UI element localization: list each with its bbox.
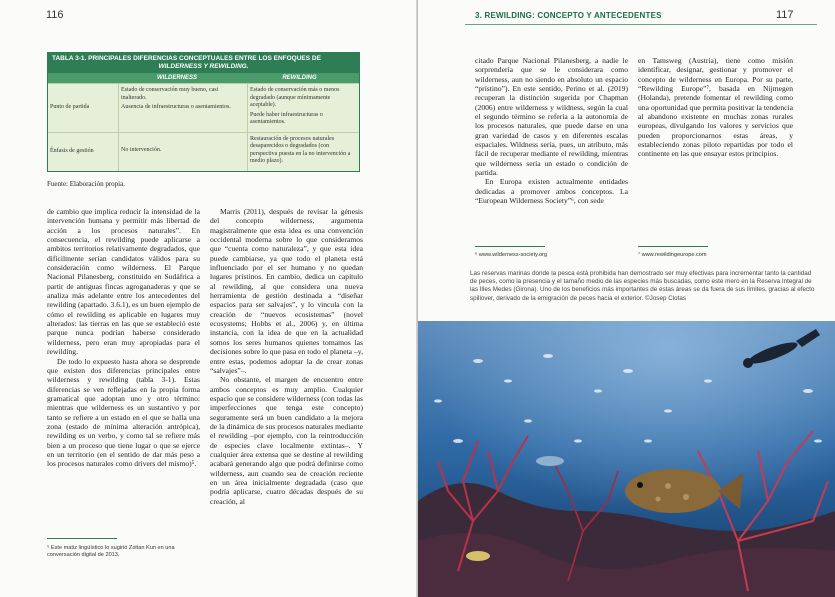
table-row — [48, 83, 359, 132]
table-row — [48, 132, 359, 171]
table-header-row — [48, 73, 359, 83]
paragraph: Marris (2011), después de revisar la génesis del concepto wilderness, argumenta magistralmente que esta idea es una convención occidental moderna sobre lo que consideramos que “cuenta como naturaleza”, y que esta idea puede cambiarse, ya que todo el planeta está influenciado por el ser humano y no quedan lugares prístinos. En cambio, dedica un capítulo al rewilding, al que considera una nueva herramienta de gestión destinada a “diseñar espacios para ser salvajes”, y lo vincula con la creación de “nuevos ecosistemas” (novel ecosystems; Hobbs et al., 2006) y, en última instancia, con la idea de que en la actualidad somos los seres humanos quienes tomamos las decisiones sobre lo que pasa en todo el planeta –y, entre estas, podemos adoptar la de crear zonas “salvajes”–. — [210, 207, 363, 375]
body-column-1 — [47, 207, 200, 469]
body-column-4 — [638, 56, 793, 159]
footnote-6: ⁶ www.wilderness-society.org — [475, 252, 548, 258]
table-cell-text: Estado de conservación muy bueno, casi inalterado. — [121, 87, 219, 101]
table-cell-text: Ausencia de infraestructuras o asentamientos. — [121, 104, 231, 110]
table-cell-wilderness — [118, 133, 247, 171]
table-cell-text: Restauración de procesos naturales desaparecidos o degradados (con perspectiva puesta en la no intervención a medio plazo). — [250, 135, 351, 164]
table-row-label: Énfasis de gestión — [50, 147, 94, 154]
table-row-label: Punto de partida — [50, 104, 90, 110]
paragraph: en Tamsweg (Austria), tiene como misión identificar, designar, gestionar y promover el concepto de wilderness en Europa. Por su parte, “Rewilding Europe”⁷, basada en Nijmegen (Holanda), pretende fomentar el rewilding como una oportunidad que permita positivar la tendencia al abandono existente en muchas zonas rurales europeas, divulgando los valores y servicios que pueden proporcionarnos estas áreas, y estableciendo zonas piloto repartidas por todo el continente en las que ensayar estos principios. — [638, 56, 793, 159]
table-cell-text: Puede haber infraestructuras o asentamientos. — [250, 111, 323, 125]
paragraph: De todo lo expuesto hasta ahora se desprende que existen dos diferencias principales entre wilderness y rewilding (tabla 3-1). Estas diferencias se ven reflejadas en la propia forma gramatical que adoptan uno y otro término: mientras que wilderness es un sustantivo y por tanto se refiere a un estado en el que se halla una zona (estado de mínima alteración antrópica), rewilding es un verbo, y como tal se refiere más bien a un proceso que tiene lugar o que se ejerce en un territorio (en el sentido de dar más peso a los procesos naturales como drivers del mismo)⁵. — [47, 356, 200, 469]
table-cell-text: Estado de conservación más o menos degradado (aunque mínimamente aceptable). — [250, 87, 340, 108]
page-number-left: 116 — [46, 9, 64, 21]
body-column-3 — [475, 56, 628, 206]
table-cell-rewilding — [247, 84, 359, 132]
table-caption-line1: TABLA 3-1. PRINCIPALES DIFERENCIAS CONCEPTUALES ENTRE LOS ENFOQUES DE — [52, 55, 321, 62]
table-cell-rewilding — [247, 133, 359, 171]
footnote-rule — [638, 246, 708, 247]
table-cell-wilderness — [118, 84, 247, 132]
header-rule — [465, 24, 817, 25]
table-caption-line2: WILDERNESS Y REWILDING. — [158, 63, 249, 70]
left-page — [0, 0, 417, 597]
footnote-7: ⁷ www.rewildingeurope.com — [638, 252, 707, 258]
paragraph: de cambio que implica reducir la intensidad de la intervención humana y permitir más libertad de acción a los procesos naturales”. En consecuencia, el rewilding puede aplicarse a ambitos territorios relativamente degradados, que difícilmente serían candidatos válidos para su consideración como wilderness. El Parque Nacional Pilanesberg, constituido en Sudáfrica a partir de antiguas fincas agroganaderas y que se analiza más adelante entre los antecedentes del rewilding (apartado. 3.6.1), es un buen ejemplo de cómo el rewilding es aplicable en lugares muy alterados: las tierras en las que se estableció este parque nunca podrían haberse considerado wilderness, pero eran muy apropiadas para el rewilding. — [47, 207, 200, 357]
table-caption — [48, 53, 359, 73]
paragraph: citado Parque Nacional Pilanesberg, a nadie le sorprendería que se le considerara como wilderness, aun no siendo en absoluto un espacio “prístino”). En este sentido, Perino et al. (2019) recuperan la distinción sugerida por Chapman (2006) entre wilderness y wildness, según la cual el segundo término se refería a la autonomía de los procesos naturales, que puede darse en una gran variedad de casos y en diferentes escalas espaciales. Wildness sería, pues, un atributo, más fácil de recuperar mediante el rewilding, mientras que wilderness sería un estado o condición de partida. — [475, 56, 628, 178]
paragraph: No obstante, el margen de encuentro entre ambos conceptos es muy amplio. Cualquier espacio que se considere wilderness (con todas las imperfecciones que tenga este concepto) seguramente será un buen candidato a la mejora de la dinámica de sus procesos naturales mediante el rewilding –por ejemplo, con la reintroducción de especies clave localmente extintas–. Y cualquier área extensa que se destine al rewilding acabará generando algo que podrá definirse como wilderness, aun cuando sea de creación reciente en un área inicialmente degradada (caso que podría aplicarse, cuatro décadas después de su creación, al — [210, 375, 363, 506]
table-header-rewilding: REWILDING — [282, 75, 317, 81]
table-cell-text: No intervención. — [121, 146, 162, 153]
table-header-empty — [48, 73, 114, 83]
running-head: 3. REWILDING: CONCEPTO Y ANTECEDENTES — [475, 11, 662, 20]
table-source: Fuente: Elaboración propia. — [47, 180, 125, 188]
underwater-photo — [418, 321, 835, 597]
page-number-right: 117 — [776, 9, 794, 21]
table-header-wilderness: WILDERNESS — [156, 75, 197, 81]
photo-caption: Las reservas marinas donde la pesca está prohibida han demostrado ser muy efectivas para incrementar tanto la cantidad de peces, como la presencia y el tamaño medio de las especies más buscadas, como este mero en la Reserva Integral de las Illes Medes (Girona). Uno de los beneficios más importantes de estas áreas se da fuera de sus límites, gracias al efecto spillover, derivado de la emigración de peces hacia el exterior. ©Josep Clotas — [470, 270, 815, 302]
footnote-rule — [475, 246, 545, 247]
body-column-2 — [210, 207, 363, 506]
comparison-table — [47, 52, 360, 172]
footnote-5: ⁵ Este matiz lingüístico lo sugirió Zoltan Kun en una conversación digital de 2013. — [47, 545, 175, 558]
paragraph: En Europa existen actualmente entidades dedicadas a promover ambos conceptos. La “European Wilderness Society”⁶, con sede — [475, 177, 628, 206]
footnote-rule — [47, 538, 117, 539]
